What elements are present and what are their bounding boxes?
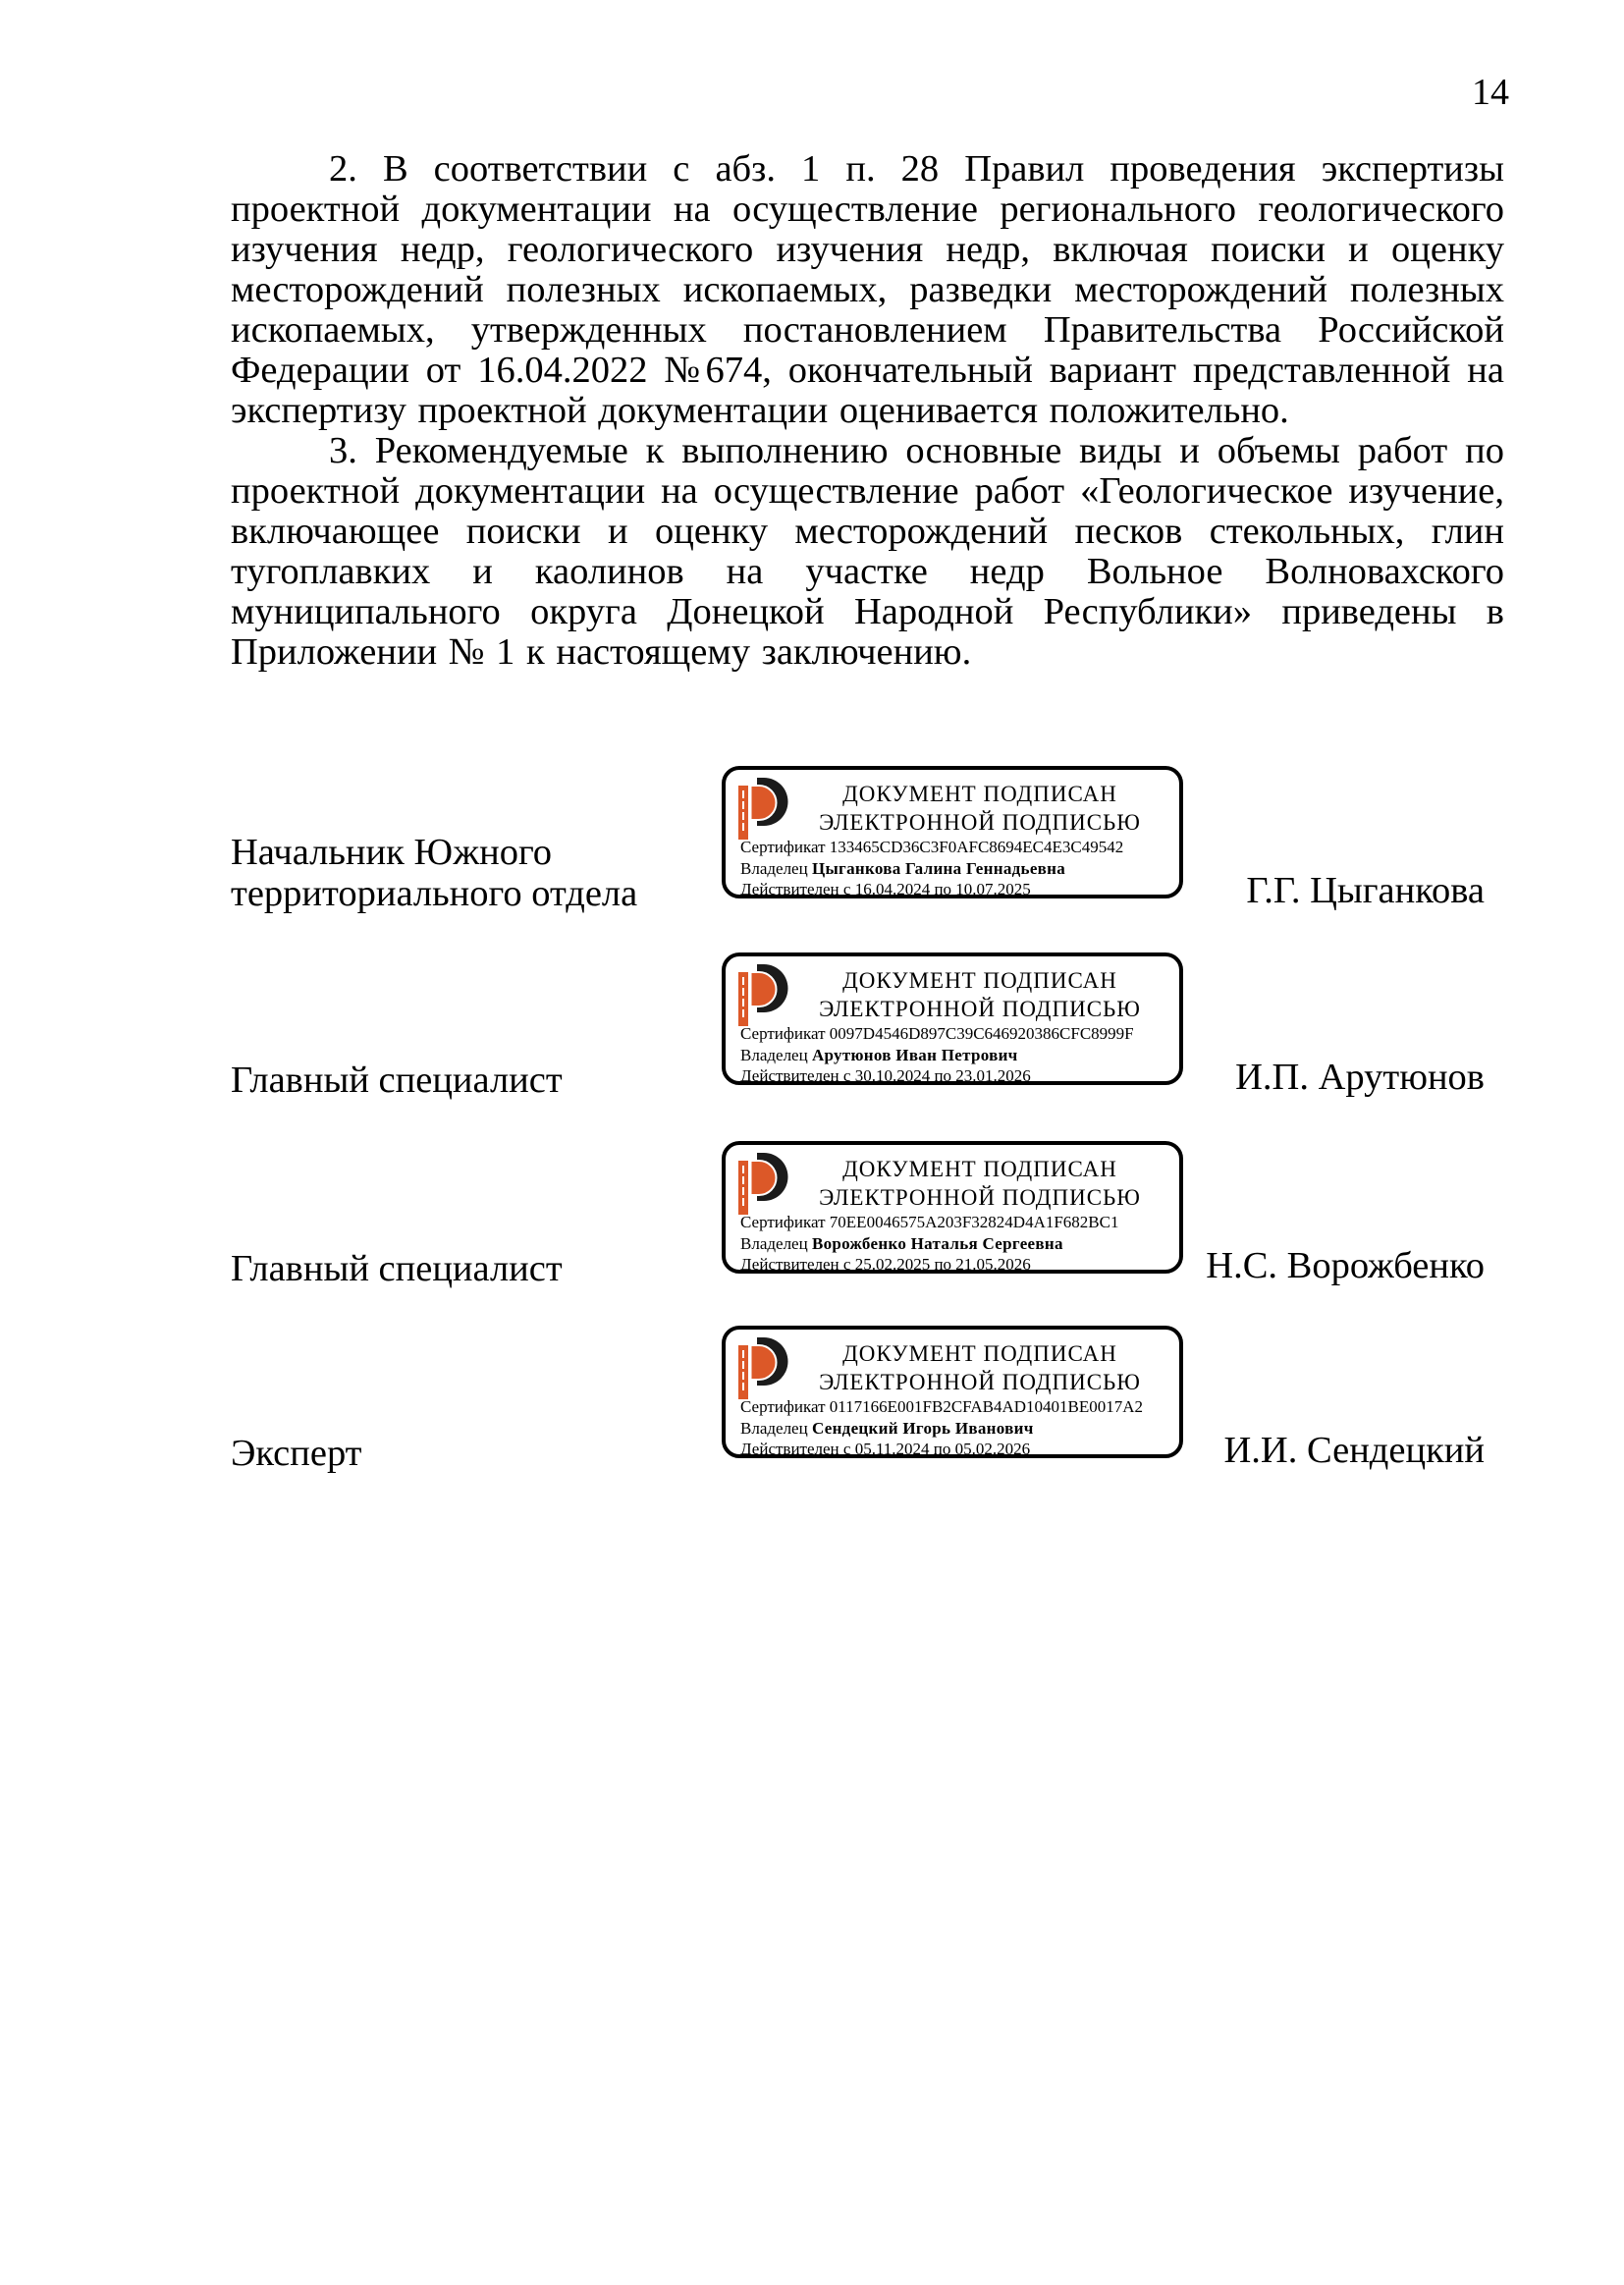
paragraph-3: 3. Рекомендуемые к выполнению основные виды и объемы работ по проектной документации на осуществление работ «Геологическое изучение, включающее поиски и оценку месторождений песков стекольных, глин тугоплавких и каолинов на участке недр Вольное Волновахского муниципального округа Донецкой Народной Республики» приведены в Приложении № 1 к настоящему заключению. [231,430,1504,673]
stamp-owner-line [740,1233,1171,1255]
certificate-label: Сертификат [740,838,826,856]
stamp-title-line2: ЭЛЕКТРОННОЙ ПОДПИСЬЮ [819,1185,1141,1210]
signature-row [231,1326,1485,1474]
electronic-signature-stamp [722,952,1183,1085]
signer-name: Н.С. Ворожбенко [1206,1245,1485,1286]
stamp-certificate-line [740,1023,1171,1045]
stamp-validity-line: Действителен с 05.11.2024 по 05.02.2026 [740,1440,1031,1458]
stamp-info [740,1212,1171,1276]
electronic-signature-stamp [722,1326,1183,1458]
electronic-signature-stamp [722,766,1183,898]
stamp-info [740,1023,1171,1087]
signer-name: И.П. Арутюнов [1235,1057,1485,1098]
stamp-title-line2: ЭЛЕКТРОННОЙ ПОДПИСЬЮ [819,810,1141,835]
stamp-validity-line: Действителен с 25.02.2025 по 21.05.2026 [740,1255,1031,1274]
stamp-certificate-line [740,837,1171,858]
stamp-title [788,1155,1171,1212]
signature-row [231,952,1485,1101]
signer-role: Главный специалист [231,1060,563,1101]
page-number: 14 [1472,72,1509,113]
stamp-info [740,1396,1171,1460]
document-body [231,149,1504,673]
stamp-title-line1: ДОКУМЕНТ ПОДПИСАН [842,782,1117,806]
electronic-signature-stamp [722,1141,1183,1274]
signature-row [231,1141,1485,1289]
owner-name: Сендецкий Игорь Иванович [811,1418,1034,1438]
stamp-validity-line: Действителен с 30.10.2024 по 23.01.2026 [740,1066,1031,1085]
signature-row [231,766,1485,914]
owner-label: Владелец [740,1045,808,1064]
owner-label: Владелец [740,1418,808,1438]
stamp-title-line2: ЭЛЕКТРОННОЙ ПОДПИСЬЮ [819,997,1141,1021]
certificate-value: 70EE0046575A203F32824D4A1F682BC1 [829,1213,1119,1231]
rosgeolexpertiza-logo-icon [738,963,789,1026]
signer-name: Г.Г. Цыганкова [1246,870,1485,911]
signer-name: И.И. Сендецкий [1223,1430,1485,1471]
owner-name: Цыганкова Галина Геннадьевна [811,858,1066,878]
stamp-certificate-line [740,1396,1171,1418]
stamp-title [788,1339,1171,1396]
certificate-value: 0097D4546D897C39C646920386CFC8999F [829,1024,1134,1043]
stamp-title-line1: ДОКУМЕНТ ПОДПИСАН [842,1341,1117,1366]
certificate-label: Сертификат [740,1024,826,1043]
certificate-value: 133465CD36C3F0AFC8694EC4E3C49542 [829,838,1124,856]
rosgeolexpertiza-logo-icon [738,1152,789,1215]
stamp-title-line1: ДОКУМЕНТ ПОДПИСАН [842,1157,1117,1181]
signer-role: Начальник Южного территориального отдела [231,832,638,914]
rosgeolexpertiza-logo-icon [738,1336,789,1399]
signer-role: Эксперт [231,1433,362,1474]
certificate-label: Сертификат [740,1397,826,1416]
stamp-title-line1: ДОКУМЕНТ ПОДПИСАН [842,968,1117,993]
stamp-validity-line: Действителен с 16.04.2024 по 10.07.2025 [740,880,1031,898]
stamp-title [788,780,1171,837]
certificate-value: 0117166E001FB2CFAB4AD10401BE0017A2 [829,1397,1144,1416]
owner-label: Владелец [740,1233,808,1253]
stamp-certificate-line [740,1212,1171,1233]
stamp-title-line2: ЭЛЕКТРОННОЙ ПОДПИСЬЮ [819,1370,1141,1394]
owner-label: Владелец [740,858,808,878]
signer-role: Главный специалист [231,1248,563,1289]
certificate-label: Сертификат [740,1213,826,1231]
stamp-owner-line [740,858,1171,880]
owner-name: Ворожбенко Наталья Сергеевна [811,1233,1063,1253]
stamp-owner-line [740,1418,1171,1440]
stamp-owner-line [740,1045,1171,1066]
stamp-info [740,837,1171,900]
rosgeolexpertiza-logo-icon [738,777,789,840]
stamp-title [788,966,1171,1023]
paragraph-2: 2. В соответствии с абз. 1 п. 28 Правил проведения экспертизы проектной документации на осуществление регионального геологического изучения недр, геологического изучения недр, включая поиски и оценку месторождений полезных ископаемых, разведки месторождений полезных ископаемых, утвержденных постановлением Правительства Российской Федерации от 16.04.2022 №674, окончательный вариант представленной на экспертизу проектной документации оценивается положительно. [231,148,1504,431]
owner-name: Арутюнов Иван Петрович [811,1045,1018,1064]
